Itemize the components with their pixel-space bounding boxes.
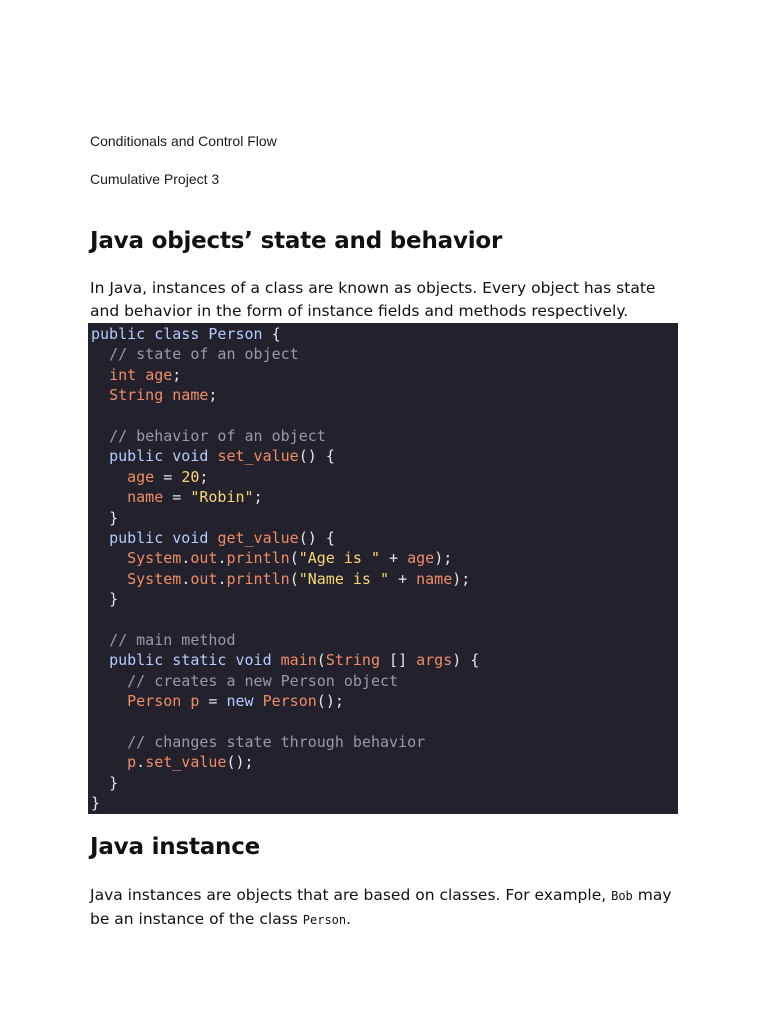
section-heading-java-instance: Java instance [90, 834, 261, 860]
code-line: public class Person { [91, 325, 281, 343]
section-paragraph-instance [90, 884, 680, 932]
code-line [91, 609, 678, 629]
code-line: // creates a new Person object [127, 671, 399, 690]
paragraph-text: . [346, 910, 352, 928]
code-line: public static void main(String [] args) { [109, 651, 480, 670]
course-title: Conditionals and Control Flow [90, 133, 277, 149]
code-line [91, 406, 678, 426]
code-line: p.set_value(); [127, 753, 254, 772]
code-line: // behavior of an object [109, 426, 326, 445]
code-line: public void set_value() { [109, 447, 335, 466]
project-title: Cumulative Project 3 [90, 171, 220, 187]
code-line: } [91, 793, 101, 812]
code-line: public void get_value() { [109, 528, 335, 547]
code-line: // main method [109, 630, 236, 649]
code-line [91, 711, 678, 731]
section-paragraph-objects: In Java, instances of a class are known as objects. Every object has state and behavior in the form of instance fields and methods respectively. [90, 279, 656, 320]
code-line: Person p = new Person(); [127, 692, 344, 711]
code-line: age = 20; [127, 467, 209, 486]
code-line: // changes state through behavior [127, 732, 426, 751]
code-line: System.out.println("Name is " + name); [127, 569, 471, 588]
paragraph-text: Java instances are objects that are based on classes. For example, [90, 886, 612, 904]
code-line: String name; [109, 386, 218, 405]
code-line: // state of an object [109, 345, 299, 364]
inline-code-bob: Bob [611, 889, 633, 903]
code-line: System.out.println("Age is " + age); [127, 549, 453, 568]
inline-code-person: Person [302, 913, 347, 927]
code-line: int age; [109, 365, 182, 384]
paragraph-text: may be an instance of the class [90, 886, 672, 928]
code-line: name = "Robin"; [127, 488, 263, 507]
code-line: } [109, 590, 119, 609]
code-block [88, 323, 678, 814]
section-heading-state-behavior: Java objects’ state and behavior [90, 228, 503, 254]
code-line: } [109, 773, 119, 792]
code-line: } [109, 508, 119, 527]
